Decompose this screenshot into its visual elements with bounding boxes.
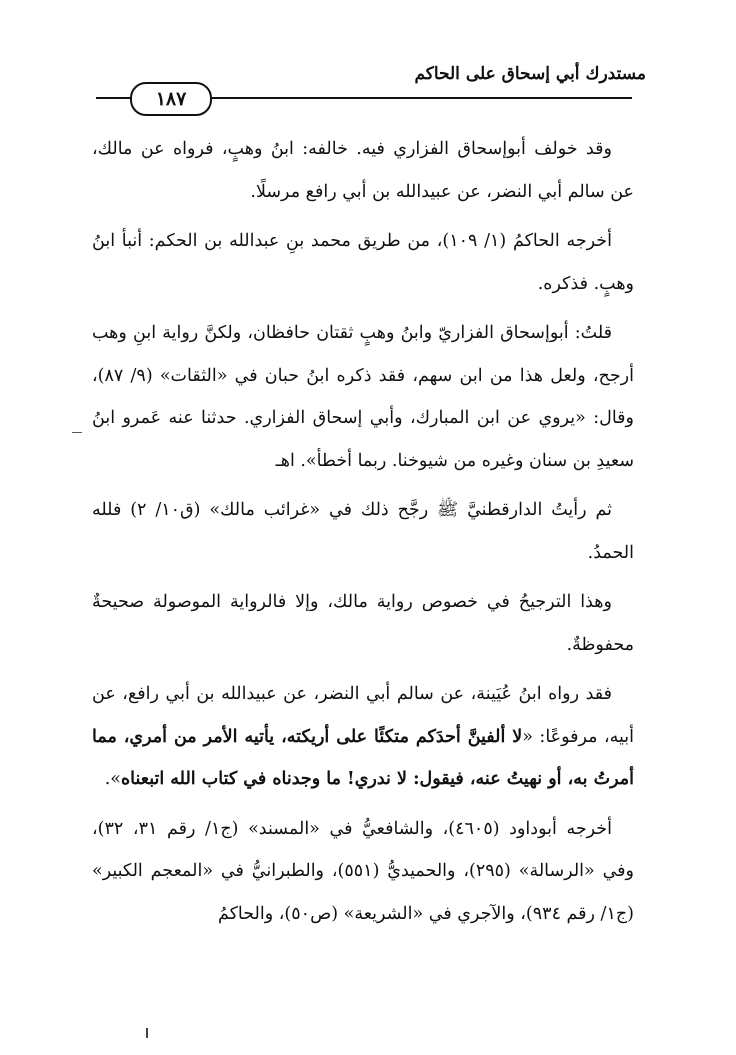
paragraph — [92, 581, 634, 666]
paragraph — [92, 220, 634, 305]
paragraph — [92, 128, 634, 213]
paragraph-text: ﷺ — [437, 500, 459, 520]
page-number: ١٨٧ — [155, 88, 187, 110]
paragraph-text: فقد رواه ابنُ عُيَينة، عن سالم أبي النضر، عن عبيدالله بن أبي رافع، عن أبيه، مرفوعًا: « — [92, 684, 634, 747]
paragraph — [92, 312, 634, 482]
margin-dot — [146, 1028, 148, 1038]
paragraph-text: رجَّح ذلك في «غرائب مالك» (ق١٠/ ٢) فلله الحمدُ. — [92, 500, 634, 563]
paragraph-text: وقد خولف أبوإسحاق الفزاري فيه. خالفه: ابنُ وهبٍ، فرواه عن مالك، عن سالم أبي النضر، عن عبيدالله بن أبي رافع مرسلًا. — [92, 139, 634, 202]
paragraph-text: أخرجه أبوداود (٤٦٠٥)، والشافعيُّ في «المسند» (ج١/ رقم ٣١، ٣٢)، وفي «الرسالة» (٢٩٥)، والحميديُّ (٥٥١)، والطبرانيُّ في «المعجم الكبير» (ج١/ رقم ٩٣٤)، والآجري في «الشريعة» (ص٥٠)، والحاكمُ — [92, 818, 634, 924]
paragraph-text: قلتُ: أبوإسحاق الفزاريّ وابنُ وهبٍ ثقتان حافظان، ولكنَّ رواية ابنِ وهب أرجح، ولعل هذا من ابن سهم، فقد ذكره ابنُ حبان في «الثقات» (٩/ ٨٧)، وقال: «يروي عن ابن المبارك، وأبي إسحاق الفزاري. حدثنا عنه عَمرو ابنُ سعيدِ بن سنان وغيره من شيوخنا. ربما أخطأ». اهـ — [92, 323, 634, 471]
paragraph — [92, 673, 634, 801]
margin-mark — [72, 432, 82, 433]
paragraph — [92, 489, 634, 574]
paragraph — [92, 808, 634, 936]
page-number-badge — [130, 82, 212, 116]
paragraph-text: أخرجه الحاكمُ (١/ ١٠٩)، من طريق محمد بنِ عبدالله بن الحكم: أنبأ ابنُ وهبٍ. فذكره. — [92, 231, 634, 294]
paragraph-text: وهذا الترجيحُ في خصوص رواية مالك، وإلا فالرواية الموصولة صحيحةٌ محفوظةٌ. — [92, 592, 634, 655]
paragraph-text: ثم رأيتُ الدارقطنيَّ — [458, 500, 612, 520]
running-header-title: مستدرك أبي إسحاق على الحاكم — [414, 64, 646, 84]
paragraph-text: ». — [104, 769, 121, 789]
page-body — [92, 128, 634, 942]
hadith-text: لا ألفينَّ أحدَكم متكئًا على أريكته، يأتيه الأمر من أمري، مما أمرتُ به، أو نهيتُ عنه، فيقول: لا ندري! ما وجدناه في كتاب الله اتبعناه — [92, 726, 634, 789]
